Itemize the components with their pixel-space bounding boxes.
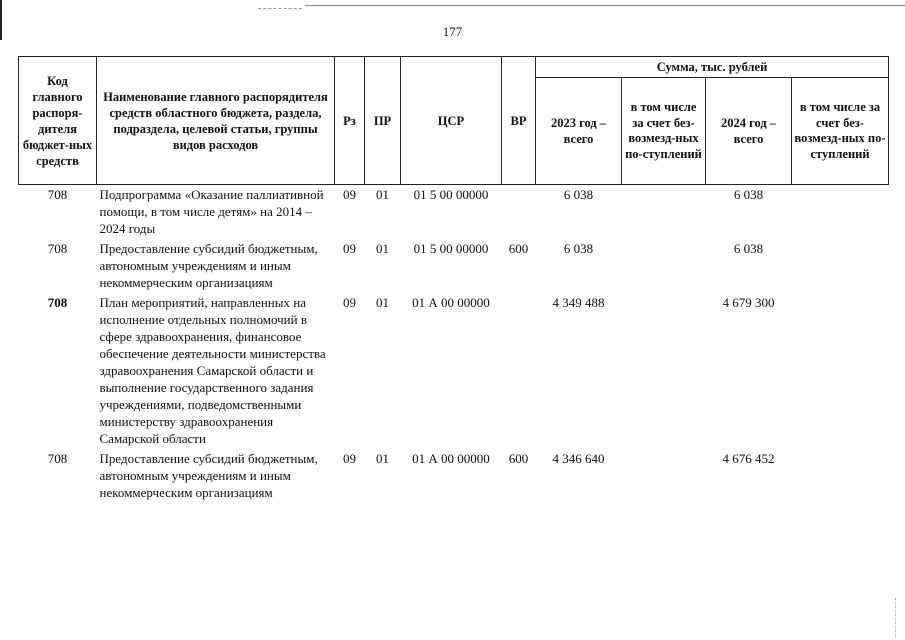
header-2023-free: в том числе за счет без-возмезд-ных по-ступлений [622, 78, 706, 185]
row-csr: 01 5 00 00000 [413, 241, 489, 256]
row-2023-total: 4 346 640 [552, 451, 605, 466]
row-2023-free [622, 240, 706, 294]
row-pr: 01 [376, 295, 389, 310]
header-2024-total: 2024 год – всего [706, 78, 792, 185]
row-2023-total: 4 349 488 [552, 295, 605, 310]
page-number: 177 [442, 24, 463, 39]
row-pr: 01 [376, 187, 389, 202]
row-csr: 01 А 00 00000 [412, 295, 490, 310]
row-vr: 600 [508, 241, 529, 256]
row-2024-free [792, 185, 889, 241]
row-2024-total: 4 679 300 [722, 295, 775, 310]
header-csr: ЦСР [401, 57, 502, 185]
header-2024-free: в том числе за счет без-возмезд-ных по-ступлений [792, 78, 889, 185]
row-vr [502, 294, 536, 450]
table-row [19, 294, 889, 450]
table-row [19, 240, 889, 294]
scan-edge-dash [258, 8, 302, 9]
row-code: 708 [47, 241, 68, 256]
row-rz: 09 [343, 451, 356, 466]
row-2024-total: 6 038 [733, 241, 764, 256]
table-row [19, 450, 889, 504]
budget-table [18, 56, 889, 504]
row-2023-free [622, 450, 706, 504]
row-pr: 01 [376, 451, 389, 466]
row-2024-total: 4 676 452 [722, 451, 775, 466]
row-name: Предоставление субсидий бюджетным, автономным учреждениям и иным некоммерческим организациям [99, 241, 318, 290]
row-2023-total: 6 038 [563, 187, 594, 202]
row-2023-free [622, 185, 706, 241]
row-2023-free [622, 294, 706, 450]
row-vr [502, 185, 536, 241]
row-2024-free [792, 450, 889, 504]
row-code: 708 [47, 295, 68, 310]
header-sum: Сумма, тыс. рублей [536, 57, 889, 78]
row-code: 708 [47, 187, 68, 202]
table-row [19, 185, 889, 241]
header-name: Наименование главного распорядителя средств областного бюджета, раздела, подраздела, целевой статьи, группы видов расходов [97, 57, 335, 185]
header-code: Код главного распоря-дителя бюджет-ных средств [19, 57, 97, 185]
header-2023-total: 2023 год – всего [536, 78, 622, 185]
row-vr: 600 [508, 451, 529, 466]
header-vr: ВР [502, 57, 536, 185]
row-name: План мероприятий, направленных на исполнение отдельных полномочий в сфере здравоохранения, финансовое обеспечение деятельности министерства здравоохранения Самарской области и выполнение государственного задания учреждениями, подведомственными министерству здравоохранения Самарской области [99, 295, 326, 446]
row-csr: 01 А 00 00000 [412, 451, 490, 466]
row-code: 708 [47, 451, 68, 466]
row-2024-free [792, 294, 889, 450]
row-rz: 09 [343, 295, 356, 310]
scan-edge-line [305, 5, 905, 6]
row-rz: 09 [343, 187, 356, 202]
row-name: Предоставление субсидий бюджетным, автономным учреждениям и иным некоммерческим организациям [99, 451, 318, 500]
row-2023-total: 6 038 [563, 241, 594, 256]
row-2024-free [792, 240, 889, 294]
header-pr: ПР [365, 57, 401, 185]
row-rz: 09 [343, 241, 356, 256]
row-pr: 01 [376, 241, 389, 256]
scan-edge-dots [895, 598, 897, 638]
row-name: Подпрограмма «Оказание паллиативной помощи, в том числе детям» на 2014 – 2024 годы [99, 187, 324, 236]
row-2024-total: 6 038 [733, 187, 764, 202]
header-rz: Рз [335, 57, 365, 185]
row-csr: 01 5 00 00000 [413, 187, 489, 202]
